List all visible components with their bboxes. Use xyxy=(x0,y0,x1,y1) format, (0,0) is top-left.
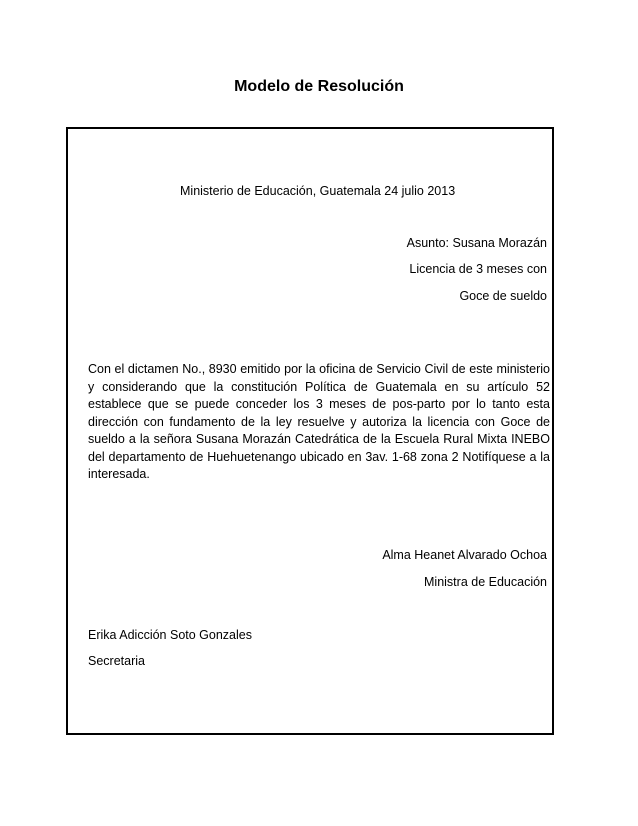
document-title: Modelo de Resolución xyxy=(234,78,404,95)
resolution-body: Con el dictamen No., 8930 emitido por la oficina de Servicio Civil de este ministerio y considerando que la constitución Política de Guatemala en su artículo 52 establece que se puede conceder los 3 meses de pos-parto por lo tanto esta dirección con fundamento de la ley resuelve y autoriza la licencia con Goce de sueldo a la señora Susana Morazán Catedrática de la Escuela Rural Mixta INEBO del departamento de Huehuetenango ubicado en 3av. 1-68 zona 2 Notifíquese a la interesada. xyxy=(88,362,550,481)
resolution-frame xyxy=(66,127,554,735)
signer-name: Alma Heanet Alvarado Ochoa xyxy=(382,548,547,562)
license-line: Licencia de 3 meses con xyxy=(409,262,547,276)
secretary-name: Erika Adicción Soto Gonzales xyxy=(88,628,252,642)
salary-line: Goce de sueldo xyxy=(459,289,547,303)
signer-role: Ministra de Educación xyxy=(424,575,547,589)
subject-line: Asunto: Susana Morazán xyxy=(406,236,547,250)
secretary-role: Secretaria xyxy=(88,654,145,668)
header-line: Ministerio de Educación, Guatemala 24 julio 2013 xyxy=(180,184,456,198)
